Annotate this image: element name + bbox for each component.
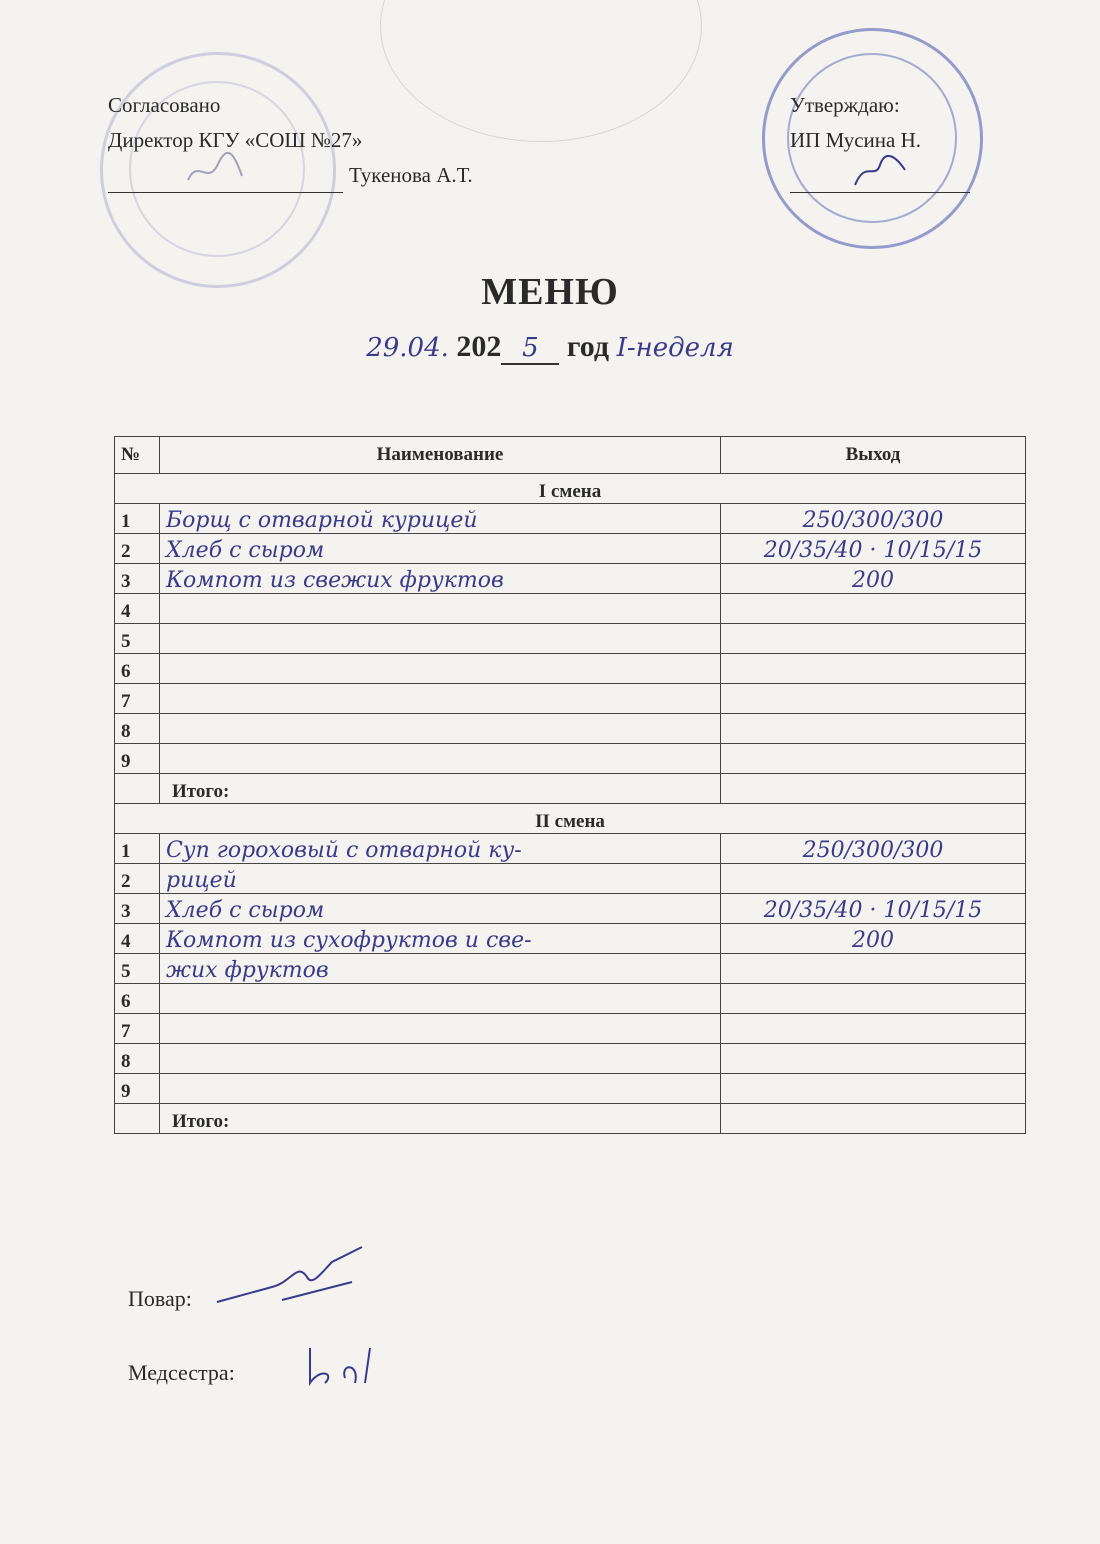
shift-label: I смена (115, 474, 1026, 504)
row-name: Борщ с отварной курицей (166, 508, 478, 533)
row-yield-cell (721, 744, 1026, 774)
row-name: Суп гороховый с отварной ку- (166, 838, 522, 863)
table-row (115, 894, 1026, 924)
row-yield-cell (721, 984, 1026, 1014)
table-row (115, 984, 1026, 1014)
table-row (115, 744, 1026, 774)
total-row (115, 774, 1026, 804)
week-handwritten: I-неделя (616, 333, 734, 363)
row-name: Компот из свежих фруктов (166, 568, 504, 593)
row-name-cell (160, 1014, 721, 1044)
table-row (115, 1074, 1026, 1104)
row-name: Хлеб с сыром (166, 898, 325, 923)
menu-table (114, 436, 1026, 1134)
approval-left-label: Согласовано (108, 93, 221, 117)
approval-left-name: Тукенова А.Т. (349, 163, 473, 187)
table-header-row (115, 437, 1026, 474)
table-row (115, 954, 1026, 984)
total-row (115, 1104, 1026, 1134)
approval-right-label: Утверждаю: (790, 93, 900, 117)
row-number: 3 (115, 564, 160, 594)
row-yield-cell (721, 654, 1026, 684)
row-yield-cell (721, 924, 1026, 954)
shift-header-row (115, 804, 1026, 834)
row-yield: 200 (852, 568, 894, 593)
row-number: 6 (115, 654, 160, 684)
row-name-cell (160, 744, 721, 774)
row-name-cell (160, 894, 721, 924)
table-row (115, 864, 1026, 894)
year-digit: 5 (501, 333, 559, 365)
row-number: 2 (115, 864, 160, 894)
page-title: МЕНЮ (481, 271, 619, 313)
row-name: жих фруктов (166, 958, 329, 983)
approval-left (108, 88, 473, 193)
column-yield: Выход (721, 437, 1026, 474)
row-yield: 250/300/300 (802, 838, 944, 863)
row-name: рицей (166, 868, 237, 893)
row-yield: 20/35/40 · 10/15/15 (763, 898, 983, 923)
row-number: 4 (115, 924, 160, 954)
row-number: 1 (115, 834, 160, 864)
row-number: 3 (115, 894, 160, 924)
column-number: № (115, 437, 160, 474)
total-number-cell (115, 774, 160, 804)
row-number: 9 (115, 744, 160, 774)
row-name-cell (160, 564, 721, 594)
table-row (115, 924, 1026, 954)
table-row (115, 594, 1026, 624)
total-value (721, 774, 1026, 804)
row-number: 8 (115, 1044, 160, 1074)
total-value (721, 1104, 1026, 1134)
row-number: 1 (115, 504, 160, 534)
row-number: 6 (115, 984, 160, 1014)
nurse-signature (300, 1338, 390, 1398)
row-yield-cell (721, 864, 1026, 894)
row-name-cell (160, 984, 721, 1014)
left-signature (180, 150, 250, 195)
table-row (115, 834, 1026, 864)
column-name: Наименование (160, 437, 721, 474)
row-yield-cell (721, 564, 1026, 594)
row-yield-cell (721, 954, 1026, 984)
row-name-cell (160, 1044, 721, 1074)
nurse-label: Медсестра: (128, 1360, 235, 1385)
row-yield: 250/300/300 (802, 508, 944, 533)
total-number-cell (115, 1104, 160, 1134)
cook-signature-row (128, 1286, 192, 1312)
year-suffix: год (566, 330, 610, 363)
approval-left-signature-line (108, 158, 473, 193)
table-row (115, 534, 1026, 564)
row-name-cell (160, 834, 721, 864)
row-yield-cell (721, 1074, 1026, 1104)
row-yield-cell (721, 894, 1026, 924)
row-name-cell (160, 954, 721, 984)
table-row (115, 684, 1026, 714)
row-name-cell (160, 504, 721, 534)
row-yield-cell (721, 624, 1026, 654)
table-row (115, 1014, 1026, 1044)
row-number: 5 (115, 624, 160, 654)
row-yield-cell (721, 504, 1026, 534)
date-line (0, 330, 1100, 365)
row-number: 7 (115, 1014, 160, 1044)
row-name-cell (160, 654, 721, 684)
row-yield-cell (721, 1044, 1026, 1074)
row-yield-cell (721, 1014, 1026, 1044)
row-number: 4 (115, 594, 160, 624)
shift-label: II смена (115, 804, 1026, 834)
table-row (115, 624, 1026, 654)
row-name: Компот из сухофруктов и све- (166, 928, 532, 953)
approval-right-name: ИП Мусина Н. (790, 128, 922, 152)
row-name-cell (160, 594, 721, 624)
row-yield: 20/35/40 · 10/15/15 (763, 538, 983, 563)
row-yield-cell (721, 684, 1026, 714)
row-yield-cell (721, 534, 1026, 564)
row-number: 2 (115, 534, 160, 564)
row-name: Хлеб с сыром (166, 538, 325, 563)
cook-signature (212, 1242, 372, 1312)
table-row (115, 564, 1026, 594)
total-label: Итого: (160, 1104, 721, 1134)
total-label: Итого: (160, 774, 721, 804)
shift-header-row (115, 474, 1026, 504)
row-yield-cell (721, 594, 1026, 624)
row-yield-cell (721, 834, 1026, 864)
date-handwritten: 29.04. (366, 333, 449, 363)
row-name-cell (160, 864, 721, 894)
table-row (115, 1044, 1026, 1074)
row-number: 9 (115, 1074, 160, 1104)
table-row (115, 714, 1026, 744)
row-number: 8 (115, 714, 160, 744)
row-name-cell (160, 624, 721, 654)
row-name-cell (160, 924, 721, 954)
year-prefix: 202 (456, 330, 502, 363)
table-row (115, 654, 1026, 684)
approval-left-position: Директор КГУ «СОШ №27» (108, 128, 363, 152)
nurse-signature-row (128, 1360, 235, 1386)
row-name-cell (160, 714, 721, 744)
row-number: 7 (115, 684, 160, 714)
row-name-cell (160, 684, 721, 714)
row-yield: 200 (852, 928, 894, 953)
row-name-cell (160, 534, 721, 564)
row-number: 5 (115, 954, 160, 984)
table-row (115, 504, 1026, 534)
row-name-cell (160, 1074, 721, 1104)
row-yield-cell (721, 714, 1026, 744)
right-signature (850, 150, 910, 195)
cook-label: Повар: (128, 1286, 192, 1311)
